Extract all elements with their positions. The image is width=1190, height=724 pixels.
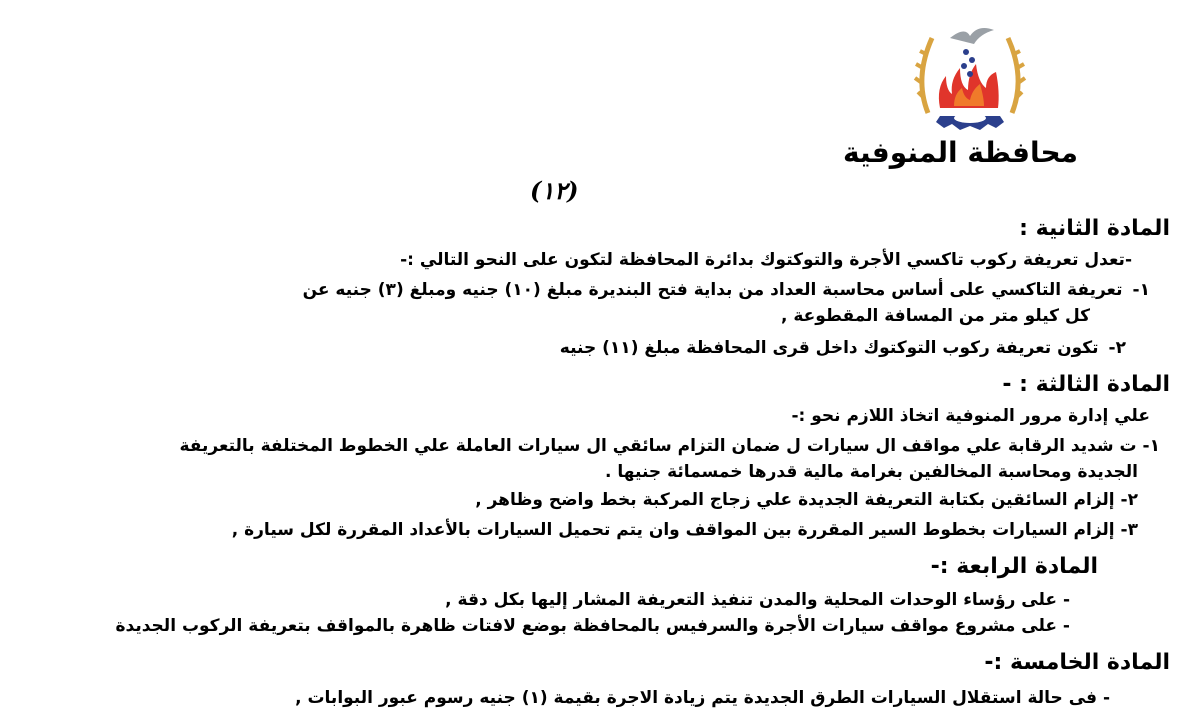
article-2-item-2-text: تكون تعريفة ركوب التوكتوك داخل قرى المحافظة مبلغ (١١) جنيه: [559, 338, 1099, 358]
article-3-intro: علي إدارة مرور المنوفية اتخاذ اللازم نحو :-: [791, 406, 1150, 426]
article-2-title: المادة الثانية :: [1019, 216, 1170, 241]
governorate-name: محافظة المنوفية: [843, 136, 1078, 169]
article-2-item-1-text: تعريفة التاكسي على أساس محاسبة العداد من بداية فتح البنديرة مبلغ (١٠) جنيه ومبلغ (٣) جنيه عن: [302, 280, 1123, 300]
article-2-item-1-number: ١-: [1132, 280, 1150, 300]
article-5-item-1: - فى حالة استقلال السيارات الطرق الجديدة يتم زيادة الاجرة بقيمة (١) جنيه رسوم عبور البوابات ,: [295, 688, 1110, 708]
article-5-title: المادة الخامسة :-: [984, 650, 1170, 675]
article-2-item-1-line-1: [303, 280, 1150, 300]
article-3-title: المادة الثالثة : -: [1002, 372, 1170, 397]
governorate-emblem-icon: [910, 18, 1030, 138]
article-2-item-2-number: ٢-: [1108, 338, 1126, 358]
article-3-item-3: ٣- إلزام السيارات بخطوط السير المقررة بين المواقف وان يتم تحميل السيارات بالأعداد المقررة لكل سيارة ,: [231, 520, 1138, 540]
document-number: (١٢): [530, 176, 579, 205]
article-4-item-1: - على رؤساء الوحدات المحلية والمدن تنفيذ التعريفة المشار إليها بكل دقة ,: [445, 590, 1070, 610]
article-2-item-1-line-2: كل كيلو متر من المسافة المقطوعة ,: [780, 306, 1090, 326]
article-4-title: المادة الرابعة :-: [930, 554, 1098, 579]
article-3-item-1-line-2: الجديدة ومحاسبة المخالفين بغرامة مالية قدرها خمسمائة جنيها .: [605, 462, 1138, 482]
article-3-item-2: ٢- إلزام السائقين بكتابة التعريفة الجديدة علي زجاج المركبة بخط واضح وظاهر ,: [475, 490, 1138, 510]
article-3-item-1-line-1: ١- ت شديد الرقابة علي مواقف ال سيارات ل ضمان التزام سائقي ال سيارات العاملة علي الخطوط المختلفة بالتعريفة: [179, 436, 1160, 456]
article-4-item-2: - على مشروع مواقف سيارات الأجرة والسرفيس بالمحافظة بوضع لافتات ظاهرة بالمواقف بتعريفة الركوب الجديدة: [115, 616, 1070, 636]
article-2-item-2: [560, 338, 1126, 358]
article-2-intro: -تعدل تعريفة ركوب تاكسي الأجرة والتوكتوك بدائرة المحافظة لتكون على النحو التالي :-: [400, 250, 1132, 270]
